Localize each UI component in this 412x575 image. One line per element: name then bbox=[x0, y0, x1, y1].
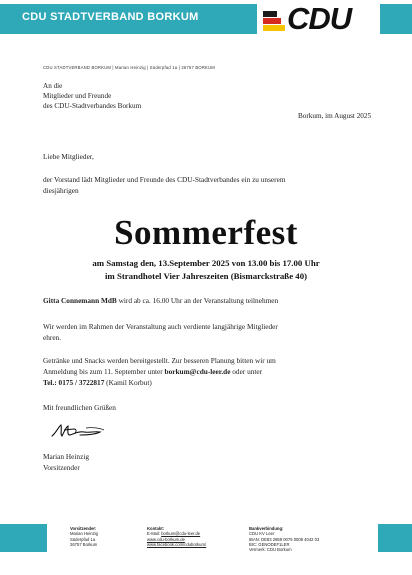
signature-image bbox=[50, 421, 106, 443]
footer-web-link[interactable]: www.cdu-borkum.de bbox=[147, 536, 185, 542]
footer-contact bbox=[147, 526, 206, 547]
intro-line-2: diesjährigen bbox=[43, 186, 79, 195]
footer-contact-heading: Kontakt: bbox=[147, 526, 164, 531]
phone-label: Tel.: bbox=[43, 378, 59, 387]
footer-chairman-line: 26757 Borkum bbox=[70, 541, 98, 547]
footer-bank bbox=[249, 526, 319, 552]
footer-bar-right bbox=[378, 524, 412, 552]
footer-chairman bbox=[70, 526, 98, 547]
event-where: im Strandhotel Vier Jahreszeiten (Bismarckstraße 40) bbox=[104, 271, 308, 281]
phone-number: 0175 / 3722817 bbox=[58, 378, 105, 387]
salutation: Liebe Mitglieder, bbox=[43, 152, 94, 161]
flag-icon bbox=[263, 11, 285, 31]
footer-email-link[interactable]: borkum@cdu-leer.de bbox=[161, 531, 201, 537]
recipient-line-3: des CDU-Stadtverbandes Borkum bbox=[43, 102, 142, 110]
snacks-line-1: Getränke und Snacks werden bereitgestellt. Zur besseren Planung bitten wir um bbox=[43, 356, 276, 365]
footer-bar-left bbox=[0, 524, 47, 552]
registration-email[interactable]: borkum@cdu-leer.de bbox=[164, 367, 231, 376]
footer-email-label: E-Mail: bbox=[147, 531, 162, 537]
snacks-line-2-suffix: oder unter bbox=[230, 367, 263, 376]
footer-bank-line: IBAN: DE83 2859 0075 0008 4042 03 bbox=[249, 536, 320, 542]
footer-bank-line: BIC: GENODEF1LER bbox=[249, 541, 290, 547]
footer-bank-heading: Bankverbindung: bbox=[249, 526, 284, 531]
recipient-line-2: Mitglieder und Freunde bbox=[43, 92, 112, 100]
honor-line-2: ehren. bbox=[43, 333, 62, 342]
letterhead-title: CDU STADTVERBAND BORKUM bbox=[22, 11, 199, 23]
honor-line-1: Wir werden im Rahmen der Veranstaltung auch verdiente langjährige Mitglieder bbox=[43, 322, 278, 331]
letterhead bbox=[0, 0, 412, 37]
footer-chairman-heading: Vorsitzender: bbox=[70, 526, 97, 531]
footer-chairman-line: Süderpfad 1a bbox=[70, 536, 96, 542]
footer-bank-line: Vermerk: CDU Borkum bbox=[249, 547, 292, 553]
intro-line-1: der Vorstand lädt Mitglieder und Freunde des CDU-Stadtverbandes ein zu unserem bbox=[43, 175, 286, 184]
event-when: am Samstag den, 13.September 2025 von 13.00 bis 17.00 Uhr bbox=[92, 258, 320, 268]
footer-bank-line: CDU KV Leer bbox=[249, 531, 275, 537]
event-title: Sommerfest bbox=[114, 213, 298, 252]
recipient-line-1: An die bbox=[43, 82, 63, 90]
sender-line: CDU STADTVERBAND BORKUM | Marian Heinzig | Süderpfad 1a | 26757 BORKUM bbox=[43, 65, 215, 70]
footer-facebook-link[interactable]: www.facebook.com/cduborkum/ bbox=[147, 541, 207, 547]
signer-name: Marian Heinzig bbox=[43, 452, 89, 461]
footer-chairman-line: Marian Heinzig bbox=[70, 531, 98, 537]
cdu-logo bbox=[257, 0, 380, 37]
guest-note-text: wird ab ca. 16.00 Uhr an der Veranstaltung teilnehmen bbox=[116, 296, 279, 305]
signer-role: Vorsitzender bbox=[43, 463, 80, 472]
letter-date: Borkum, im August 2025 bbox=[298, 112, 372, 120]
snacks-line-2-text: Anmeldung bis zum 11. September unter bbox=[43, 367, 165, 376]
guest-name: Gitta Connemann MdB bbox=[43, 296, 117, 305]
phone-line bbox=[43, 378, 152, 389]
cdu-logo-text: CDU bbox=[287, 1, 352, 36]
phone-contact: (Kamil Korbut) bbox=[104, 378, 152, 387]
snacks-line-2 bbox=[43, 367, 262, 378]
footer-email-line bbox=[147, 531, 206, 536]
closing: Mit freundlichen Grüßen bbox=[43, 403, 116, 412]
guest-note bbox=[43, 296, 278, 307]
